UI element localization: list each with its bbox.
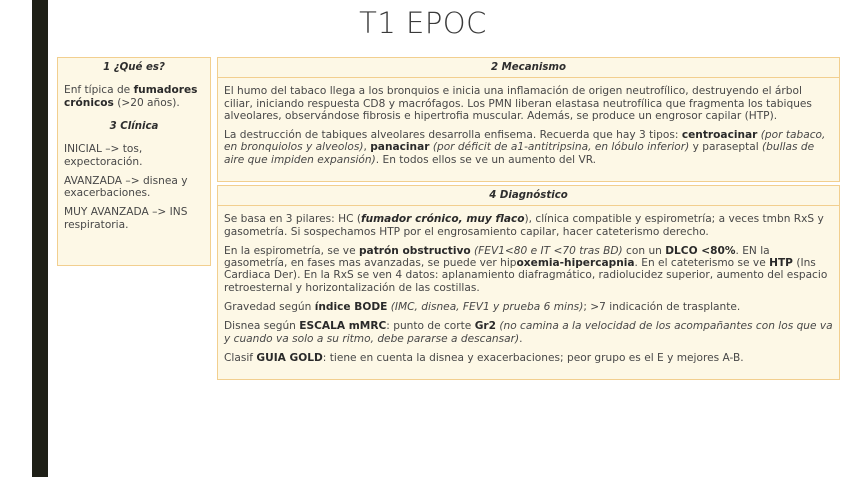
que-es-text: Enf típica de fumadores crónicos (>20 años). [64, 84, 198, 109]
diagnostico-box [217, 185, 840, 380]
clinica-muy-avanzada: MUY AVANZADA –> INS respiratoria. [64, 206, 188, 231]
diagnostico-paragraph-5: Clasif GUIA GOLD: tiene en cuenta la disnea y exacerbaciones; peor grupo es el E y mejores A-B. [224, 351, 744, 364]
mecanismo-paragraph-2: La destrucción de tabiques alveolares desarrolla enfisema. Recuerda que hay 3 tipos: centroacinar (por tabaco, en bronquiolos y alveolos), panacinar (por déficit de a1-antitripsina, en lóbulo inferior) y paraseptal (bullas de aire que impiden expansión). En todos ellos se ve un aumento del VR. [224, 129, 826, 166]
left-accent-bar [32, 0, 48, 477]
diagnostico-paragraph-3: Gravedad según índice BODE (IMC, disnea, FEV1 y prueba 6 mins); >7 indicación de trasplante. [224, 301, 741, 314]
que-es-box [57, 57, 211, 119]
clinica-inicial: INICIAL –> tos, expectoración. [64, 143, 143, 168]
mecanismo-box [217, 57, 840, 182]
diagnostico-paragraph-4: Disnea según ESCALA mMRC: punto de corte Gr2 (no camina a la velocidad de los acompañantes con los que va y cuando va solo a su ritmo, debe pararse a descansar). [224, 320, 833, 345]
diagnostico-heading: 4 Diagnóstico [218, 186, 839, 206]
mecanismo-heading: 2 Mecanismo [218, 58, 839, 78]
clinica-avanzada: AVANZADA –> disnea y exacerbaciones. [64, 174, 188, 200]
clinica-heading: 3 Clínica [109, 121, 159, 132]
clinica-box [57, 117, 211, 266]
slide-title: T1 EPOC [359, 6, 487, 40]
diagnostico-paragraph-2: En la espirometría, se ve patrón obstructivo (FEV1<80 e IT <70 tras BD) con un DLCO <80%. EN la gasometría, en fases mas avanzadas, se puede ver hipoxemia-hipercapnia. En el cateterismo se ve HTP (Ins Cardiaca Der). En la RxS se ven 4 datos: aplanamiento diafragmático, radiolucidez superior, aumento del espacio retroesternal y horizontalización de las costillas. [224, 244, 828, 294]
diagnostico-paragraph-1: Se basa en 3 pilares: HC (fumador crónico, muy flaco), clínica compatible y espirometría; a veces tmbn RxS y gasometría. Si sospechamos HTP por el engrosamiento capilar, hacer cateterismo derecho. [224, 213, 824, 238]
mecanismo-paragraph-1: El humo del tabaco llega a los bronquios e inicia una inflamación de origen neutrofílico, destruyendo el árbol ciliar, iniciando respuesta CD8 y macrófagos. Los PMN liberan elastasa neutrofílica que fragmenta los tabiques alveolares, observándose fibrosis e hipertrofia muscular. Además, se produce un engrosor capilar (HTP). [224, 85, 812, 122]
que-es-heading: 1 ¿Qué es? [103, 62, 165, 73]
